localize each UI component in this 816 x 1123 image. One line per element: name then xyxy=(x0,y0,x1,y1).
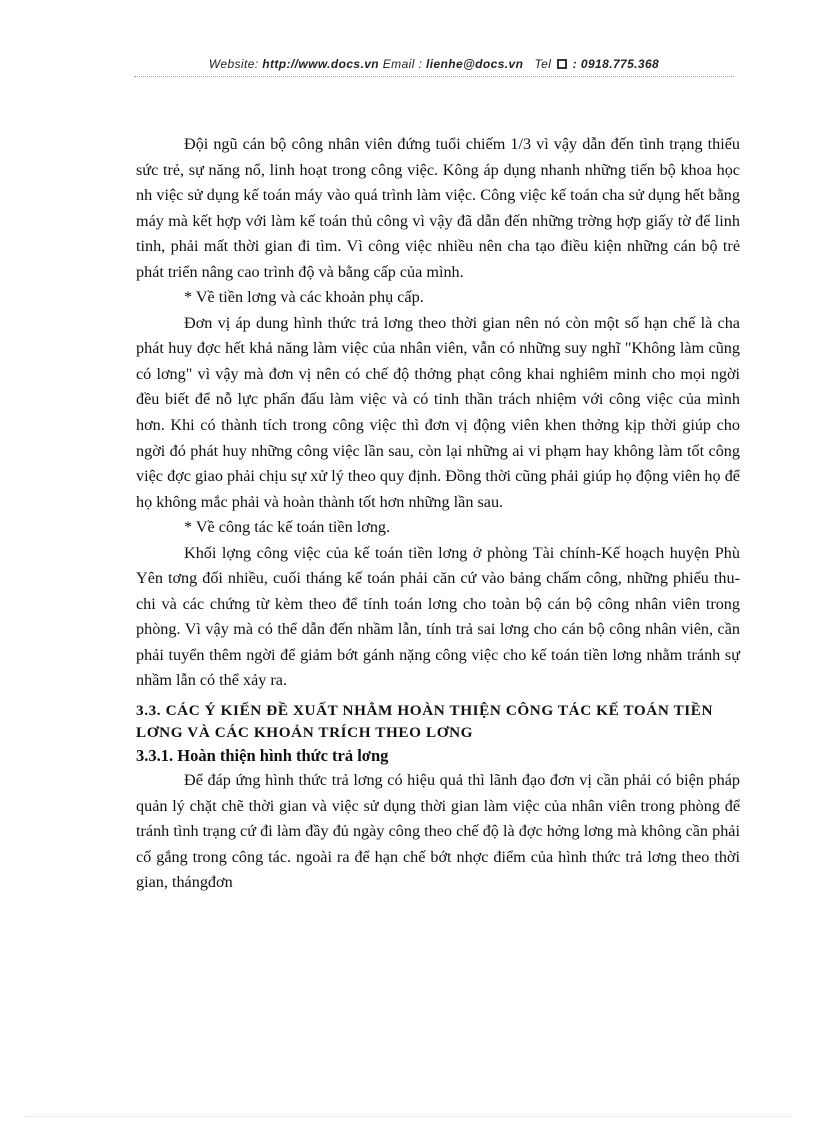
paragraph-workload: Khối lợng công việc của kế toán tiền lơng ở phòng Tài chính-Kế hoạch huyện Phù Yên tơng đối nhiều, cuối tháng kế toán phải căn cứ vào bảng chấm công, những phiếu thu-chi và các chứng từ kèm theo để tính toán lơng cho toàn bộ cán bộ công nhân viên trong phòng. Vì vậy mà có thể dẫn đến nhầm lẫn, tính trả sai lơng cho cán bộ công nhân viên, cần phải tuyển thêm ngời để giảm bớt gánh nặng công việc cho kế toán tiền lơng nhằm tránh sự nhầm lẫn có thể xảy ra. xyxy=(136,543,740,690)
website-link[interactable]: http://www.docs.vn xyxy=(262,57,380,71)
phone-icon xyxy=(557,59,567,69)
paragraph-staff: Đội ngũ cán bộ công nhân viên đứng tuổi chiếm 1/3 vì vậy dẫn đến tình trạng thiếu sức trẻ, sự năng nổ, linh hoạt trong công việc. Kông áp dụng nhanh những tiến bộ khoa học nh việc sử dụng kế toán máy vào quá trình làm việc. Công việc kế toán cha sử dụng hết bằng máy mà kết hợp với làm kế toán thủ công vì vậy đã dẫn đến những trờng hợp giấy tờ để linh tinh, phải mất thời gian đi tìm. Vì công việc nhiều nên cha tạo điều kiện những cán bộ trẻ phát triển nâng cao trình độ và bằng cấp của mình. xyxy=(136,135,740,281)
tel-label: Tel xyxy=(534,57,552,71)
email-link[interactable]: lienhe@docs.vn xyxy=(426,57,524,71)
paragraph-improvement: Để đáp ứng hình thức trả lơng có hiệu quả thì lãnh đạo đơn vị cần phải có biện pháp quản lý chặt chẽ thời gian và việc sử dụng thời gian làm việc của nhân viên trong phòng để tránh tình trạng cứ đi làm đầy đủ ngày công theo chế độ là đợc hởng lơng mà không cần phải cố gắng trong công tác. ngoài ra để hạn chế bớt nhợc điểm của hình thức trả lơng theo thời gian, thángđơn xyxy=(136,771,740,892)
paragraph-accounting-heading: * Về công tác kế toán tiền lơng. xyxy=(184,518,391,537)
email-label: Email : xyxy=(382,57,423,71)
paragraph-salary-heading: * Về tiền lơng và các khoản phụ cấp. xyxy=(184,288,424,307)
section-heading: 3.3. CÁC Ý KIẾN ĐỀ XUẤT NHẰM HOÀN THIỆN CÔNG TÁC KẾ TOÁN TIỀN LƠNG VÀ CÁC KHOẢN TRÍCH THEO LƠNG xyxy=(136,702,714,742)
header-divider xyxy=(134,76,734,77)
website-label: Website: xyxy=(208,57,259,71)
page-header xyxy=(134,57,734,71)
document-body xyxy=(136,132,740,896)
paragraph-salary-form: Đơn vị áp dung hình thức trả lơng theo thời gian nên nó còn một số hạn chế là cha phát huy đợc hết khả năng làm việc của nhân viên, vẫn có những suy nghĩ "Không làm cũng có lơng" vì vậy mà đơn vị nên có chế độ thởng phạt công khai nghiêm minh cho mọi ngời đều biết để nỗ lực phấn đấu làm việc và có tinh thần trách nhiệm với công việc của mình hơn. Khi có thành tích trong công việc thì đơn vị động viên khen thởng kịp thời giúp cho ngời đó phát huy những công việc lần sau, còn lại những ai vi phạm hay không làm tốt công việc đợc giao phải chịu sự xử lý theo quy định. Đồng thời cũng phải giúp họ động viên họ để họ không mắc phải và hoàn thành tốt hơn những lần sau. xyxy=(136,313,740,511)
footer-divider xyxy=(24,1116,792,1117)
tel-value: : 0918.775.368 xyxy=(572,57,660,71)
subsection-heading: 3.3.1. Hoàn thiện hình thức trả lơng xyxy=(136,746,389,766)
